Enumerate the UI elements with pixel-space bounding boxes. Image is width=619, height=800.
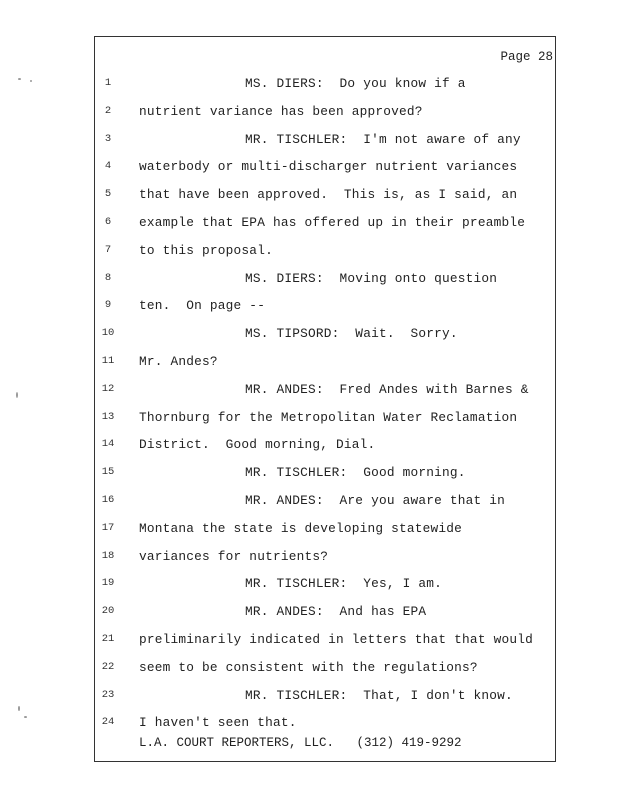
transcript-line-text: Montana the state is developing statewide	[139, 521, 463, 536]
transcript-line-text: MR. ANDES: And has EPA	[245, 604, 427, 619]
transcript-line-text: MR. TISCHLER: That, I don't know.	[245, 688, 513, 703]
line-number: 23	[101, 689, 115, 701]
transcript-line-text: that have been approved. This is, as I said, an	[139, 187, 518, 202]
transcript-line-text: MS. DIERS: Do you know if a	[245, 76, 466, 91]
line-number: 17	[101, 522, 115, 534]
transcript-line-text: MR. TISCHLER: I'm not aware of any	[245, 132, 521, 147]
line-number: 19	[101, 577, 115, 589]
transcript-line-text: seem to be consistent with the regulations?	[139, 660, 478, 675]
line-number: 18	[101, 550, 115, 562]
transcript-line-text: District. Good morning, Dial.	[139, 437, 376, 452]
transcript-line-text: Thornburg for the Metropolitan Water Reclamation	[139, 410, 518, 425]
line-number: 15	[101, 466, 115, 478]
line-number: 4	[104, 160, 112, 172]
line-number: 21	[101, 633, 115, 645]
transcript-line-text: MR. ANDES: Fred Andes with Barnes &	[245, 382, 529, 397]
line-number: 9	[104, 299, 112, 311]
transcript-line-text: MS. DIERS: Moving onto question	[245, 271, 498, 286]
line-number: 13	[101, 411, 115, 423]
line-number: 1	[104, 77, 112, 89]
page-number: Page 28	[500, 50, 553, 64]
scan-speck	[30, 80, 32, 82]
scan-speck	[24, 716, 27, 718]
transcript-line-text: to this proposal.	[139, 243, 273, 258]
line-number: 24	[101, 716, 115, 728]
line-number: 7	[104, 244, 112, 256]
transcript-line-text: MR. TISCHLER: Yes, I am.	[245, 576, 442, 591]
transcript-line-text: variances for nutrients?	[139, 549, 329, 564]
transcript-line-text: Mr. Andes?	[139, 354, 218, 369]
transcript-line-text: I haven't seen that.	[139, 715, 297, 730]
line-number: 2	[104, 105, 112, 117]
scan-speck	[16, 392, 18, 398]
line-number: 8	[104, 272, 112, 284]
line-number: 16	[101, 494, 115, 506]
transcript-line-text: preliminarily indicated in letters that that would	[139, 632, 533, 647]
line-number: 20	[101, 605, 115, 617]
court-reporter-footer: L.A. COURT REPORTERS, LLC. (312) 419-9292	[139, 736, 462, 750]
line-number: 3	[104, 133, 112, 145]
line-number: 14	[101, 438, 115, 450]
line-number: 5	[104, 188, 112, 200]
line-number: 10	[101, 327, 115, 339]
transcript-line-text: nutrient variance has been approved?	[139, 104, 423, 119]
transcript-line-text: MR. TISCHLER: Good morning.	[245, 465, 466, 480]
line-number: 11	[101, 355, 115, 367]
line-number: 22	[101, 661, 115, 673]
transcript-line-text: example that EPA has offered up in their preamble	[139, 215, 526, 230]
scan-speck	[18, 706, 20, 711]
transcript-line-text: MR. ANDES: Are you aware that in	[245, 493, 506, 508]
transcript-line-text: ten. On page --	[139, 298, 266, 313]
scan-speck	[18, 78, 21, 80]
transcript-line-text: MS. TIPSORD: Wait. Sorry.	[245, 326, 458, 341]
line-number: 6	[104, 216, 112, 228]
transcript-line-text: waterbody or multi-discharger nutrient variances	[139, 159, 518, 174]
line-number: 12	[101, 383, 115, 395]
